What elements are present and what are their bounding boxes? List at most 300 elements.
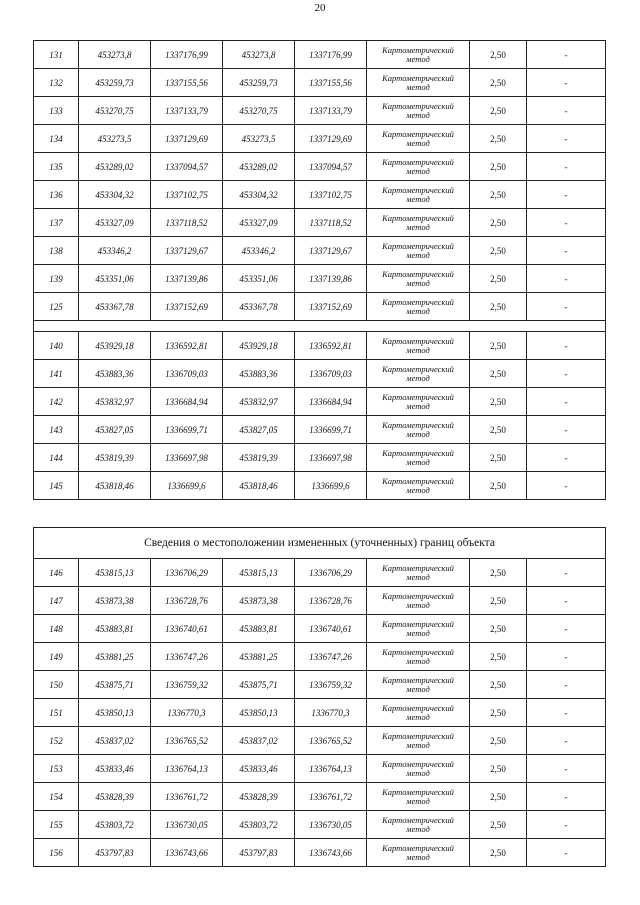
x-new: 453803,72 [223, 811, 295, 839]
y-existing: 1337094,57 [151, 153, 223, 181]
y-new: 1336759,32 [295, 671, 367, 699]
method-line1: Картометрический [382, 269, 454, 279]
y-new: 1336740,61 [295, 615, 367, 643]
point-number: 139 [34, 265, 79, 293]
x-new: 453929,18 [223, 332, 295, 360]
y-existing: 1337176,99 [151, 41, 223, 69]
point-number: 142 [34, 388, 79, 416]
x-new: 453827,05 [223, 416, 295, 444]
x-new: 453270,75 [223, 97, 295, 125]
y-existing: 1336697,98 [151, 444, 223, 472]
y-existing: 1337118,52 [151, 209, 223, 237]
x-existing: 453797,83 [79, 839, 151, 867]
point-number: 155 [34, 811, 79, 839]
method-line2: метод [406, 54, 430, 64]
method-line1: Картометрический [382, 647, 454, 657]
table-row [34, 293, 606, 321]
method-line2: метод [406, 278, 430, 288]
point-number: 132 [34, 69, 79, 97]
table-caption: Сведения о местоположении измененных (уточненных) границ объекта [34, 528, 606, 559]
method-line1: Картометрический [382, 185, 454, 195]
y-existing: 1337129,69 [151, 125, 223, 153]
x-existing: 453304,32 [79, 181, 151, 209]
method-line2: метод [406, 768, 430, 778]
accuracy: 2,50 [470, 643, 527, 671]
coordinates-table [33, 40, 606, 500]
point-number: 144 [34, 444, 79, 472]
method-line2: метод [406, 712, 430, 722]
method-line2: метод [406, 166, 430, 176]
x-existing: 453289,02 [79, 153, 151, 181]
method-cell [367, 587, 470, 615]
method-line2: метод [406, 429, 430, 439]
x-new: 453875,71 [223, 671, 295, 699]
x-existing: 453367,78 [79, 293, 151, 321]
y-existing: 1336699,71 [151, 416, 223, 444]
table-row [34, 388, 606, 416]
y-new: 1337118,52 [295, 209, 367, 237]
table-row [34, 332, 606, 360]
description: - [527, 332, 606, 360]
accuracy: 2,50 [470, 587, 527, 615]
table-row [34, 839, 606, 867]
description: - [527, 783, 606, 811]
method-line2: метод [406, 852, 430, 862]
x-existing: 453346,2 [79, 237, 151, 265]
x-existing: 453818,46 [79, 472, 151, 500]
point-number: 131 [34, 41, 79, 69]
accuracy: 2,50 [470, 755, 527, 783]
y-existing: 1336730,05 [151, 811, 223, 839]
x-existing: 453803,72 [79, 811, 151, 839]
x-existing: 453828,39 [79, 783, 151, 811]
accuracy: 2,50 [470, 388, 527, 416]
table-row [34, 643, 606, 671]
accuracy: 2,50 [470, 727, 527, 755]
x-existing: 453883,81 [79, 615, 151, 643]
method-line2: метод [406, 824, 430, 834]
x-new: 453837,02 [223, 727, 295, 755]
page-number: 20 [314, 2, 326, 14]
method-line2: метод [406, 572, 430, 582]
point-number: 149 [34, 643, 79, 671]
method-cell [367, 755, 470, 783]
y-existing: 1337139,86 [151, 265, 223, 293]
y-new: 1336699,71 [295, 416, 367, 444]
description: - [527, 181, 606, 209]
accuracy: 2,50 [470, 472, 527, 500]
description: - [527, 265, 606, 293]
method-cell [367, 811, 470, 839]
method-line2: метод [406, 401, 430, 411]
x-existing: 453259,73 [79, 69, 151, 97]
table-row [34, 811, 606, 839]
table-row [34, 783, 606, 811]
table-gap-row [34, 321, 606, 332]
y-new: 1336699,6 [295, 472, 367, 500]
method-line2: метод [406, 222, 430, 232]
method-line2: метод [406, 373, 430, 383]
method-line2: метод [406, 306, 430, 316]
y-new: 1337152,69 [295, 293, 367, 321]
point-number: 153 [34, 755, 79, 783]
changed-boundaries-table [33, 527, 606, 867]
description: - [527, 293, 606, 321]
x-existing: 453837,02 [79, 727, 151, 755]
point-number: 150 [34, 671, 79, 699]
y-existing: 1336770,3 [151, 699, 223, 727]
method-line2: метод [406, 82, 430, 92]
point-number: 152 [34, 727, 79, 755]
method-line1: Картометрический [382, 591, 454, 601]
table-row [34, 125, 606, 153]
method-cell [367, 153, 470, 181]
description: - [527, 472, 606, 500]
x-existing: 453815,13 [79, 559, 151, 587]
accuracy: 2,50 [470, 839, 527, 867]
y-existing: 1337152,69 [151, 293, 223, 321]
y-new: 1337155,56 [295, 69, 367, 97]
y-new: 1336706,29 [295, 559, 367, 587]
y-existing: 1336699,6 [151, 472, 223, 500]
x-existing: 453875,71 [79, 671, 151, 699]
accuracy: 2,50 [470, 559, 527, 587]
point-number: 137 [34, 209, 79, 237]
method-line1: Картометрический [382, 787, 454, 797]
method-cell [367, 388, 470, 416]
method-cell [367, 125, 470, 153]
x-new: 453273,5 [223, 125, 295, 153]
x-new: 453883,81 [223, 615, 295, 643]
method-line2: метод [406, 628, 430, 638]
method-line1: Картометрический [382, 619, 454, 629]
point-number: 143 [34, 416, 79, 444]
accuracy: 2,50 [470, 153, 527, 181]
y-new: 1336747,26 [295, 643, 367, 671]
method-cell [367, 444, 470, 472]
y-existing: 1337133,79 [151, 97, 223, 125]
point-number: 147 [34, 587, 79, 615]
description: - [527, 811, 606, 839]
x-new: 453367,78 [223, 293, 295, 321]
y-new: 1337139,86 [295, 265, 367, 293]
description: - [527, 41, 606, 69]
description: - [527, 416, 606, 444]
accuracy: 2,50 [470, 444, 527, 472]
x-existing: 453819,39 [79, 444, 151, 472]
method-cell [367, 559, 470, 587]
method-line1: Картометрический [382, 297, 454, 307]
x-new: 453327,09 [223, 209, 295, 237]
description: - [527, 699, 606, 727]
description: - [527, 125, 606, 153]
description: - [527, 69, 606, 97]
method-cell [367, 97, 470, 125]
y-existing: 1336747,26 [151, 643, 223, 671]
accuracy: 2,50 [470, 783, 527, 811]
method-line2: метод [406, 345, 430, 355]
y-new: 1336743,66 [295, 839, 367, 867]
accuracy: 2,50 [470, 811, 527, 839]
x-new: 453289,02 [223, 153, 295, 181]
description: - [527, 153, 606, 181]
method-line2: метод [406, 600, 430, 610]
method-line2: метод [406, 250, 430, 260]
method-line1: Картометрический [382, 759, 454, 769]
method-line1: Картометрический [382, 241, 454, 251]
point-number: 146 [34, 559, 79, 587]
method-cell [367, 615, 470, 643]
x-existing: 453351,06 [79, 265, 151, 293]
method-cell [367, 839, 470, 867]
x-existing: 453833,46 [79, 755, 151, 783]
table-row [34, 444, 606, 472]
y-existing: 1336684,94 [151, 388, 223, 416]
method-line2: метод [406, 110, 430, 120]
y-new: 1337176,99 [295, 41, 367, 69]
x-existing: 453881,25 [79, 643, 151, 671]
x-new: 453346,2 [223, 237, 295, 265]
x-new: 453815,13 [223, 559, 295, 587]
x-existing: 453883,36 [79, 360, 151, 388]
method-line1: Картометрический [382, 213, 454, 223]
method-line1: Картометрический [382, 420, 454, 430]
x-new: 453883,36 [223, 360, 295, 388]
accuracy: 2,50 [470, 69, 527, 97]
description: - [527, 559, 606, 587]
point-number: 154 [34, 783, 79, 811]
table-row [34, 153, 606, 181]
method-line1: Картометрический [382, 392, 454, 402]
accuracy: 2,50 [470, 265, 527, 293]
y-existing: 1336706,29 [151, 559, 223, 587]
y-new: 1337102,75 [295, 181, 367, 209]
x-new: 453797,83 [223, 839, 295, 867]
point-number: 135 [34, 153, 79, 181]
y-new: 1336592,81 [295, 332, 367, 360]
y-new: 1337129,69 [295, 125, 367, 153]
accuracy: 2,50 [470, 416, 527, 444]
table-row [34, 181, 606, 209]
accuracy: 2,50 [470, 209, 527, 237]
method-cell [367, 181, 470, 209]
point-number: 136 [34, 181, 79, 209]
accuracy: 2,50 [470, 360, 527, 388]
y-existing: 1336759,32 [151, 671, 223, 699]
method-line1: Картометрический [382, 101, 454, 111]
table-row [34, 472, 606, 500]
method-line1: Картометрический [382, 336, 454, 346]
accuracy: 2,50 [470, 615, 527, 643]
table-row [34, 97, 606, 125]
point-number: 138 [34, 237, 79, 265]
description: - [527, 615, 606, 643]
table-row [34, 41, 606, 69]
method-line1: Картометрический [382, 675, 454, 685]
x-new: 453850,13 [223, 699, 295, 727]
x-new: 453873,38 [223, 587, 295, 615]
accuracy: 2,50 [470, 41, 527, 69]
method-cell [367, 237, 470, 265]
method-line1: Картометрический [382, 843, 454, 853]
accuracy: 2,50 [470, 671, 527, 699]
method-line2: метод [406, 740, 430, 750]
method-cell [367, 699, 470, 727]
method-line1: Картометрический [382, 703, 454, 713]
table-row [34, 237, 606, 265]
y-new: 1337094,57 [295, 153, 367, 181]
method-line1: Картометрический [382, 157, 454, 167]
point-number: 141 [34, 360, 79, 388]
method-line2: метод [406, 656, 430, 666]
x-new: 453833,46 [223, 755, 295, 783]
description: - [527, 587, 606, 615]
y-new: 1337129,67 [295, 237, 367, 265]
x-new: 453832,97 [223, 388, 295, 416]
x-new: 453828,39 [223, 783, 295, 811]
x-existing: 453273,5 [79, 125, 151, 153]
method-cell [367, 69, 470, 97]
accuracy: 2,50 [470, 332, 527, 360]
method-cell [367, 472, 470, 500]
accuracy: 2,50 [470, 699, 527, 727]
description: - [527, 727, 606, 755]
description: - [527, 671, 606, 699]
method-cell [367, 727, 470, 755]
y-new: 1336765,52 [295, 727, 367, 755]
x-existing: 453929,18 [79, 332, 151, 360]
accuracy: 2,50 [470, 293, 527, 321]
point-number: 140 [34, 332, 79, 360]
table-row [34, 615, 606, 643]
y-existing: 1337102,75 [151, 181, 223, 209]
method-cell [367, 332, 470, 360]
description: - [527, 388, 606, 416]
table-row [34, 727, 606, 755]
method-line1: Картометрический [382, 815, 454, 825]
table-row [34, 699, 606, 727]
method-line2: метод [406, 138, 430, 148]
method-line1: Картометрический [382, 731, 454, 741]
description: - [527, 237, 606, 265]
method-cell [367, 41, 470, 69]
method-line2: метод [406, 485, 430, 495]
y-existing: 1336764,13 [151, 755, 223, 783]
point-number: 156 [34, 839, 79, 867]
description: - [527, 97, 606, 125]
accuracy: 2,50 [470, 97, 527, 125]
x-new: 453304,32 [223, 181, 295, 209]
description: - [527, 360, 606, 388]
x-new: 453881,25 [223, 643, 295, 671]
table-row [34, 755, 606, 783]
x-existing: 453273,8 [79, 41, 151, 69]
table-row [34, 69, 606, 97]
method-line1: Картометрический [382, 73, 454, 83]
y-new: 1336697,98 [295, 444, 367, 472]
y-new: 1336684,94 [295, 388, 367, 416]
method-line1: Картометрический [382, 448, 454, 458]
point-number: 148 [34, 615, 79, 643]
table-row [34, 360, 606, 388]
table-row [34, 559, 606, 587]
description: - [527, 209, 606, 237]
description: - [527, 839, 606, 867]
method-cell [367, 265, 470, 293]
method-line1: Картометрический [382, 129, 454, 139]
method-cell [367, 209, 470, 237]
point-number: 134 [34, 125, 79, 153]
method-cell [367, 293, 470, 321]
description: - [527, 444, 606, 472]
method-cell [367, 416, 470, 444]
y-existing: 1336709,03 [151, 360, 223, 388]
method-cell [367, 783, 470, 811]
description: - [527, 643, 606, 671]
y-new: 1336770,3 [295, 699, 367, 727]
point-number: 151 [34, 699, 79, 727]
x-new: 453351,06 [223, 265, 295, 293]
y-existing: 1336740,61 [151, 615, 223, 643]
x-existing: 453832,97 [79, 388, 151, 416]
x-new: 453819,39 [223, 444, 295, 472]
table-row [34, 209, 606, 237]
x-existing: 453270,75 [79, 97, 151, 125]
x-new: 453818,46 [223, 472, 295, 500]
accuracy: 2,50 [470, 237, 527, 265]
y-existing: 1337155,56 [151, 69, 223, 97]
method-cell [367, 360, 470, 388]
method-line1: Картометрический [382, 563, 454, 573]
x-existing: 453850,13 [79, 699, 151, 727]
accuracy: 2,50 [470, 181, 527, 209]
method-line1: Картометрический [382, 364, 454, 374]
method-line1: Картометрический [382, 45, 454, 55]
y-existing: 1336728,76 [151, 587, 223, 615]
point-number: 133 [34, 97, 79, 125]
description: - [527, 755, 606, 783]
table-row [34, 671, 606, 699]
y-existing: 1336592,81 [151, 332, 223, 360]
method-cell [367, 643, 470, 671]
y-new: 1336728,76 [295, 587, 367, 615]
table-row [34, 265, 606, 293]
y-new: 1337133,79 [295, 97, 367, 125]
y-existing: 1337129,67 [151, 237, 223, 265]
x-existing: 453873,38 [79, 587, 151, 615]
x-new: 453273,8 [223, 41, 295, 69]
table-row [34, 416, 606, 444]
method-cell [367, 671, 470, 699]
y-existing: 1336765,52 [151, 727, 223, 755]
y-existing: 1336743,66 [151, 839, 223, 867]
method-line2: метод [406, 796, 430, 806]
method-line2: метод [406, 684, 430, 694]
point-number: 125 [34, 293, 79, 321]
x-existing: 453827,05 [79, 416, 151, 444]
x-new: 453259,73 [223, 69, 295, 97]
y-new: 1336730,05 [295, 811, 367, 839]
y-existing: 1336761,72 [151, 783, 223, 811]
method-line1: Картометрический [382, 476, 454, 486]
method-line2: метод [406, 194, 430, 204]
accuracy: 2,50 [470, 125, 527, 153]
y-new: 1336764,13 [295, 755, 367, 783]
point-number: 145 [34, 472, 79, 500]
y-new: 1336761,72 [295, 783, 367, 811]
method-line2: метод [406, 457, 430, 467]
table-row [34, 587, 606, 615]
